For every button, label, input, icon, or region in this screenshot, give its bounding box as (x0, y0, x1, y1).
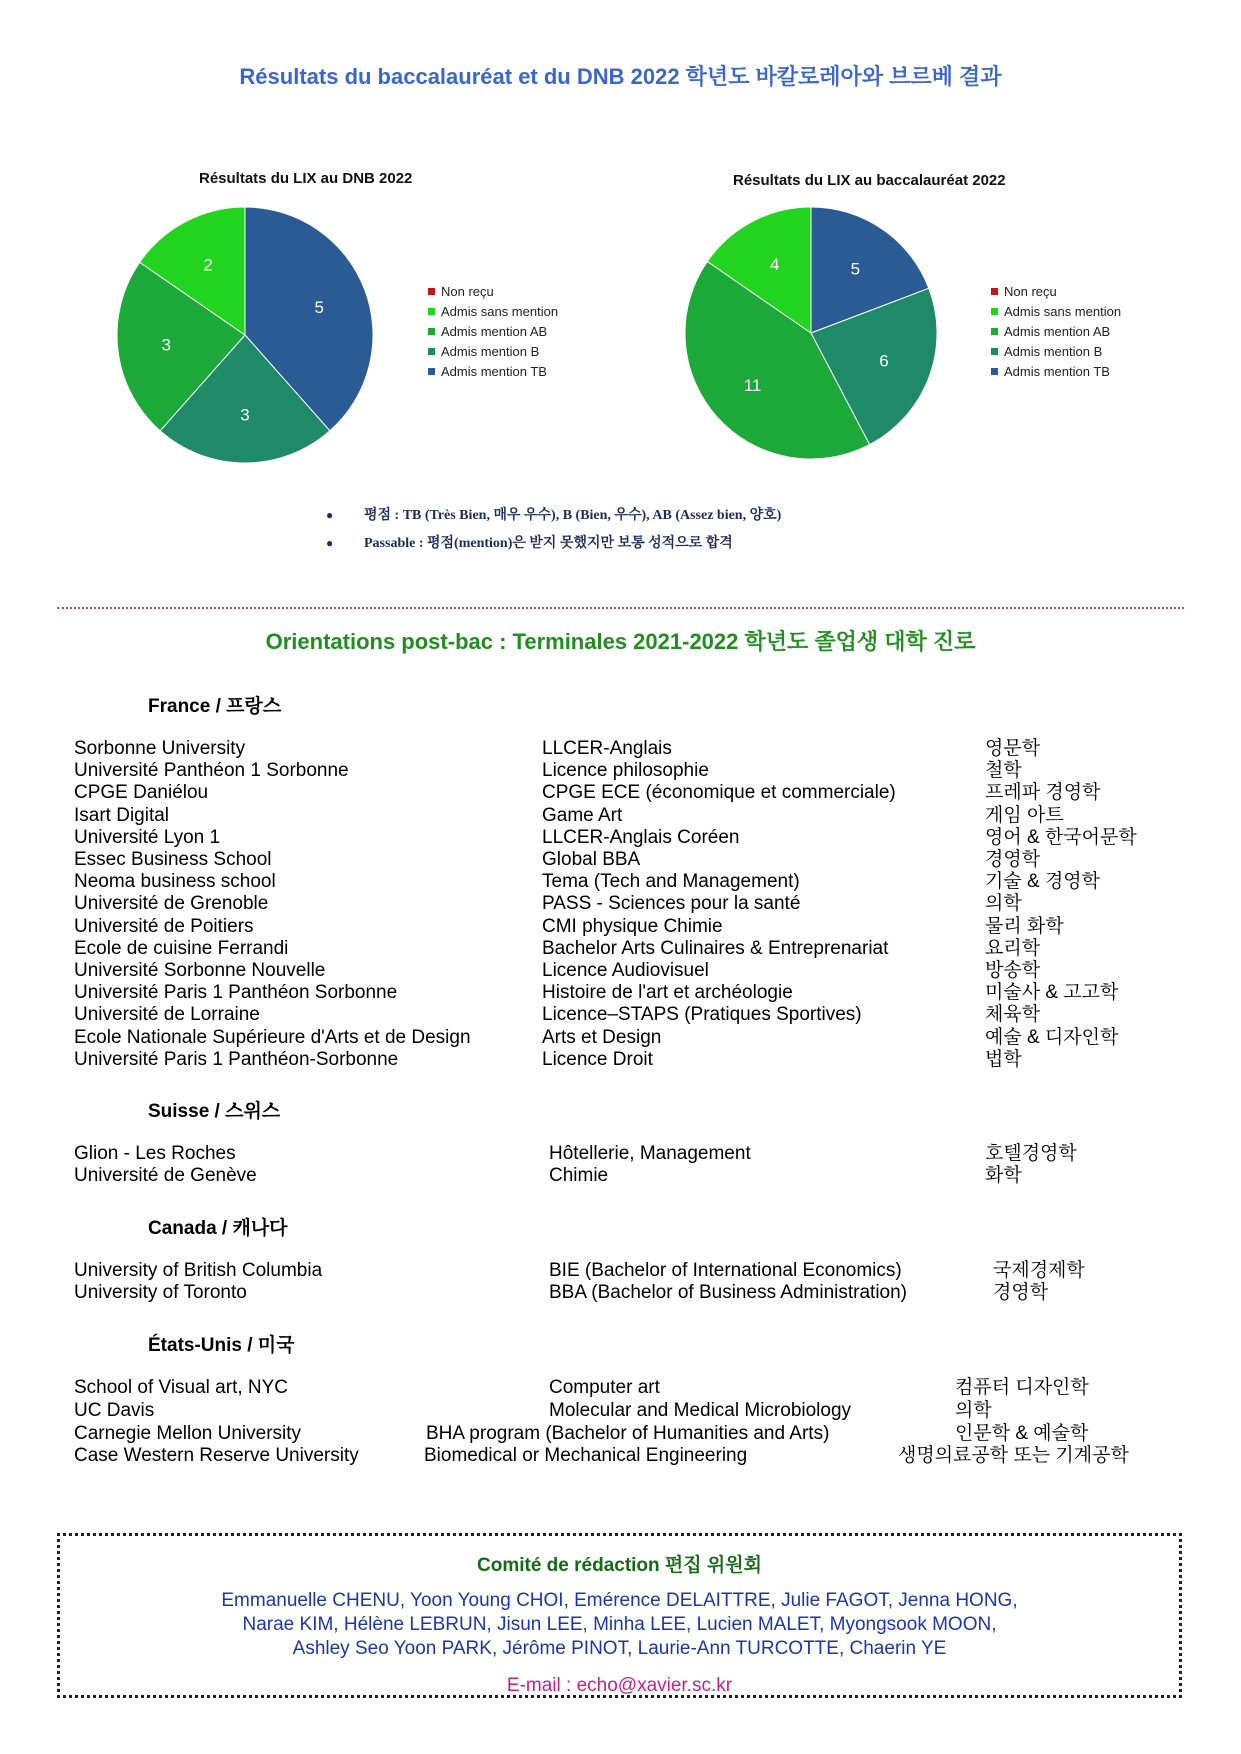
institution-name: University of British Columbia (74, 1260, 323, 1281)
institution-name: Carnegie Mellon University (74, 1422, 302, 1444)
field-korean: 기술 & 경영학 (985, 871, 1101, 893)
chart-title-bac: Résultats du LIX au baccalauréat 2022 (733, 172, 1006, 189)
field-korean: 예술 & 디자인학 (985, 1026, 1119, 1048)
legend-item-non-recu: Non reçu (428, 282, 558, 302)
legend-item-sans-mention: Admis sans mention (428, 302, 558, 322)
program-name: Computer art (549, 1377, 660, 1398)
country-heading-france: France / 프랑스 (148, 696, 282, 717)
field-korean: 게임 아트 (985, 804, 1064, 826)
legend-swatch (428, 308, 435, 315)
program-name: CMI physique Chimie (542, 915, 723, 937)
institution-name: Université de Genève (74, 1165, 257, 1187)
institution-name: UC Davis (74, 1399, 155, 1421)
program-name: BHA program (Bachelor of Humanities and Arts) (426, 1422, 830, 1444)
field-korean: 철학 (985, 760, 1022, 782)
legend-dnb (428, 282, 558, 382)
section-divider (57, 607, 1184, 609)
field-korean: 호텔경영학 (985, 1143, 1077, 1164)
field-korean: 의학 (955, 1399, 992, 1421)
institution-name: Glion - Les Roches (74, 1143, 236, 1164)
field-korean: 경영학 (985, 849, 1041, 870)
chart-title-dnb: Résultats du LIX au DNB 2022 (199, 170, 413, 187)
program-name: Histoire de l'art et archéologie (542, 982, 793, 1004)
program-name: Licence Droit (542, 1048, 653, 1070)
pie-data-label: 6 (879, 351, 889, 371)
institution-name: Ecole de cuisine Ferrandi (74, 937, 289, 959)
legend-swatch (428, 288, 435, 295)
program-name: PASS - Sciences pour la santé (542, 893, 801, 915)
legend-swatch (991, 328, 998, 335)
field-korean: 경영학 (993, 1282, 1049, 1304)
program-name: CPGE ECE (économique et commerciale) (542, 782, 896, 804)
field-korean: 생명의료공학 또는 기계공학 (898, 1445, 1129, 1467)
legend-item-mention-tb: Admis mention TB (991, 362, 1121, 382)
program-name: Molecular and Medical Microbiology (549, 1399, 852, 1421)
institution-name: Neoma business school (74, 871, 276, 893)
field-korean: 물리 화학 (985, 915, 1064, 937)
program-name: Bachelor Arts Culinaires & Entreprenariat (542, 937, 889, 959)
page-title: Résultats du baccalauréat et du DNB 2022 학년도 바칼로레아와 브르베 결과 (239, 64, 1002, 89)
institution-name: Université Panthéon 1 Sorbonne (74, 760, 349, 782)
field-korean: 컴퓨터 디자인학 (955, 1377, 1089, 1398)
legend-item-mention-ab: Admis mention AB (991, 322, 1121, 342)
legend-swatch (991, 288, 998, 295)
institution-name: Case Western Reserve University (74, 1445, 359, 1467)
pie-data-label: 3 (161, 335, 171, 355)
bullet-icon: ● (326, 536, 334, 550)
field-korean: 요리학 (985, 937, 1041, 959)
legend-swatch (428, 348, 435, 355)
legend-swatch (991, 308, 998, 315)
program-name: Biomedical or Mechanical Engineering (424, 1445, 748, 1467)
legend-swatch (428, 328, 435, 335)
field-korean: 방송학 (985, 960, 1041, 981)
legend-item-sans-mention: Admis sans mention (991, 302, 1121, 322)
legend-item-mention-tb: Admis mention TB (428, 362, 558, 382)
program-name: BBA (Bachelor of Business Administration) (549, 1282, 908, 1304)
country-heading-canada: Canada / 캐나다 (148, 1218, 288, 1239)
program-name: Tema (Tech and Management) (542, 871, 800, 893)
pie-data-label: 3 (240, 405, 250, 425)
legend-item-non-recu: Non reçu (991, 282, 1121, 302)
pie-data-label: 11 (743, 375, 762, 395)
committee-names (60, 1589, 1179, 1661)
legend-item-mention-ab: Admis mention AB (428, 322, 558, 342)
institution-name: Université de Lorraine (74, 1004, 260, 1026)
pie-data-label: 4 (769, 254, 780, 274)
program-name: Global BBA (542, 849, 641, 870)
program-name: BIE (Bachelor of International Economics) (549, 1260, 902, 1281)
pie-chart-dnb (105, 195, 385, 475)
committee-names-line: Emmanuelle CHENU, Yoon Young CHOI, Emérence DELAITTRE, Julie FAGOT, Jenna HONG, (221, 1590, 1018, 1611)
program-name: Arts et Design (542, 1026, 662, 1048)
program-name: Licence–STAPS (Pratiques Sportives) (542, 1004, 862, 1026)
program-name: LLCER-Anglais Coréen (542, 826, 740, 848)
legend-swatch (428, 368, 435, 375)
institution-name: University of Toronto (74, 1282, 247, 1304)
note-item: ● 평점 : TB (Très Bien, 매우 우수), B (Bien, 우수), AB (Assez bien, 양호) (326, 505, 781, 533)
field-korean: 인문학 & 예술학 (955, 1422, 1089, 1444)
institution-name: Université Sorbonne Nouvelle (74, 960, 326, 981)
bullet-icon: ● (326, 508, 334, 522)
institution-name: Université Paris 1 Panthéon Sorbonne (74, 982, 398, 1004)
program-name: Game Art (542, 804, 623, 826)
grade-notes (326, 505, 781, 561)
institution-name: Université de Poitiers (74, 915, 254, 937)
institution-name: Essec Business School (74, 849, 272, 870)
field-korean: 영문학 (985, 738, 1041, 759)
legend-item-mention-b: Admis mention B (991, 342, 1121, 362)
pie-data-label: 5 (850, 259, 861, 279)
institution-name: CPGE Daniélou (74, 782, 209, 804)
program-name: Licence Audiovisuel (542, 960, 709, 981)
field-korean: 영어 & 한국어문학 (985, 826, 1137, 848)
legend-swatch (991, 348, 998, 355)
pie-data-label: 2 (203, 255, 213, 275)
committee-names-line: Ashley Seo Yoon PARK, Jérôme PINOT, Laurie-Ann TURCOTTE, Chaerin YE (292, 1638, 947, 1659)
institution-name: School of Visual art, NYC (74, 1377, 289, 1398)
field-korean: 체육학 (985, 1004, 1041, 1026)
legend-bac (991, 282, 1121, 382)
field-korean: 프레파 경영학 (985, 782, 1101, 804)
note-item: ● Passable : 평점(mention)은 받지 못했지만 보통 성적으로 합격 (326, 533, 781, 561)
legend-item-mention-b: Admis mention B (428, 342, 558, 362)
institution-name: Université de Grenoble (74, 893, 269, 915)
field-korean: 법학 (985, 1048, 1022, 1070)
committee-box (57, 1533, 1182, 1698)
program-name: Hôtellerie, Management (549, 1143, 751, 1164)
program-name: LLCER-Anglais (542, 738, 672, 759)
field-korean: 미술사 & 고고학 (985, 982, 1119, 1004)
pie-data-label: 5 (314, 297, 324, 317)
legend-swatch (991, 368, 998, 375)
country-heading-suisse: Suisse / 스위스 (148, 1101, 281, 1122)
committee-email[interactable]: E-mail : echo@xavier.sc.kr (506, 1675, 733, 1696)
committee-title: Comité de rédaction 편집 위원회 (477, 1555, 762, 1576)
field-korean: 화학 (985, 1165, 1022, 1187)
institution-name: Isart Digital (74, 804, 170, 826)
program-name: Licence philosophie (542, 760, 709, 782)
institution-name: Sorbonne University (74, 738, 246, 759)
orientations-title: Orientations post-bac : Terminales 2021-2022 학년도 졸업생 대학 진로 (265, 629, 976, 654)
field-korean: 의학 (985, 893, 1022, 915)
institution-name: Université Lyon 1 (74, 826, 221, 848)
committee-names-line: Narae KIM, Hélène LEBRUN, Jisun LEE, Minha LEE, Lucien MALET, Myongsook MOON, (242, 1614, 997, 1635)
institution-name: Université Paris 1 Panthéon-Sorbonne (74, 1048, 399, 1070)
country-heading-usa: États-Unis / 미국 (148, 1335, 295, 1356)
pie-chart-bac (671, 193, 951, 473)
institution-name: Ecole Nationale Supérieure d'Arts et de Design (74, 1026, 471, 1048)
field-korean: 국제경제학 (993, 1260, 1085, 1281)
program-name: Chimie (549, 1165, 609, 1187)
